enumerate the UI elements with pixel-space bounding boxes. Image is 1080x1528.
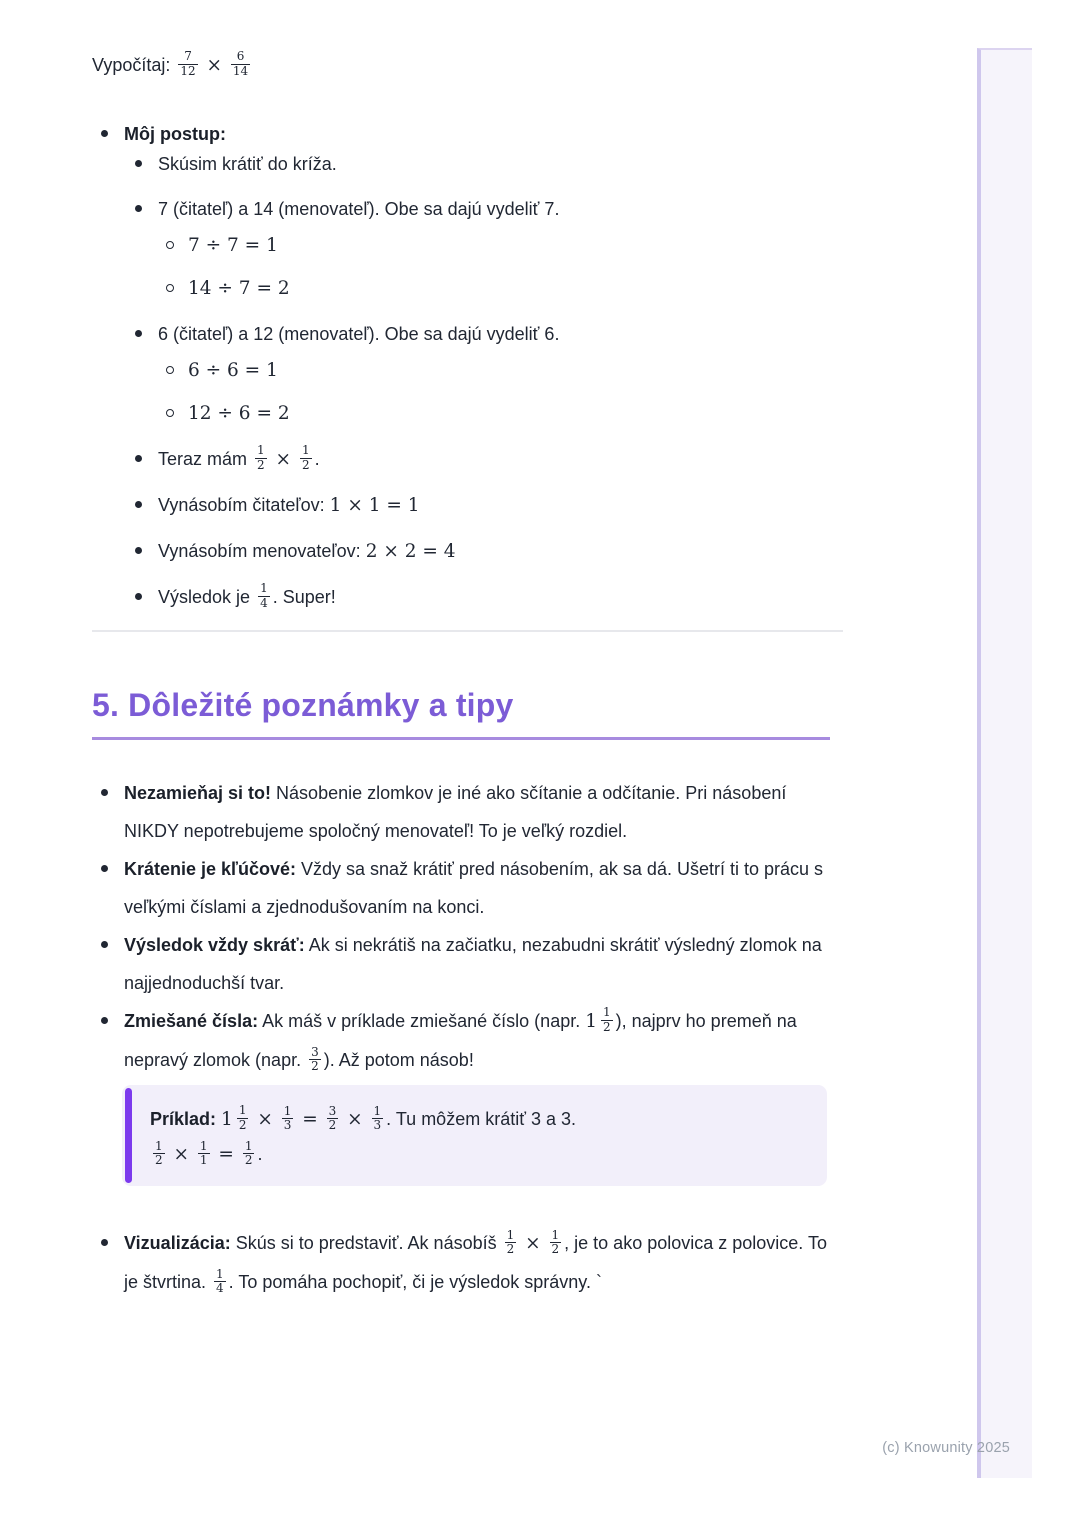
math-text: × <box>167 1144 195 1166</box>
list-item-text <box>188 403 290 423</box>
copyright-footer: (c) Knowunity 2025 <box>882 1440 1010 1456</box>
section-divider <box>92 630 843 632</box>
text: Teraz mám <box>158 449 253 469</box>
fraction: $\frac{1}{1}$ <box>199 1138 208 1167</box>
list-item <box>188 398 832 429</box>
postup-label <box>124 124 226 144</box>
list-item-text <box>158 443 320 472</box>
text: Ak máš v príklade zmiešané číslo (napr. <box>258 1011 586 1032</box>
example-callout <box>122 1085 827 1186</box>
list-item-text <box>188 235 278 255</box>
list-item <box>124 850 832 926</box>
fraction: $\frac{1}{2}$ <box>257 443 265 472</box>
math-text: 12 ÷ 6 = 2 <box>188 403 290 424</box>
list-item <box>158 319 832 429</box>
list-item-text <box>158 154 337 174</box>
list-item <box>158 490 832 521</box>
sub-list <box>158 355 832 429</box>
mixed-number: 1 $\frac{1}{2}$ <box>221 1103 247 1132</box>
list-item <box>188 355 832 386</box>
fraction: $\frac{1}{4}$ <box>216 1266 224 1295</box>
fraction: $\frac{3}{2}$ <box>311 1044 319 1073</box>
tips-list <box>92 774 832 1079</box>
bold-text: Vizualizácia: <box>124 1233 231 1254</box>
fraction: $\frac{7}{12}$ <box>180 49 196 78</box>
text: . Super! <box>272 587 336 607</box>
text: Ak si nekrátiš na začiatku, nezabudni skrátiť výsledný zlomok na najjednoduchší tvar. <box>124 935 822 994</box>
text: 7 (čitateľ) a 14 (menovateľ). Obe sa dajú vydeliť 7. <box>158 199 560 219</box>
text: Skúsim krátiť do kríža. <box>158 154 337 174</box>
viz-text <box>124 1227 827 1295</box>
visualization-list <box>92 1224 832 1301</box>
math-text: × <box>341 1109 369 1131</box>
bold-text: Nezamieňaj si to! <box>124 783 272 804</box>
fraction: $\frac{3}{2}$ <box>328 1103 337 1132</box>
list-item <box>158 149 832 179</box>
list-item-text <box>158 324 559 344</box>
list-item-text <box>124 783 786 841</box>
fraction: $\frac{1}{2}$ <box>244 1138 253 1167</box>
list-item-text <box>188 278 290 298</box>
fraction: $\frac{1}{2}$ <box>238 1103 247 1132</box>
text: ). Až potom násob! <box>323 1050 474 1071</box>
bold-text: Krátenie je kľúčové: <box>124 859 297 880</box>
callout-line <box>150 1100 803 1139</box>
list-item <box>124 1002 832 1079</box>
math-text: × <box>200 55 228 76</box>
fraction: $\frac{1}{3}$ <box>373 1103 382 1132</box>
list-item <box>188 273 832 304</box>
math-text: = <box>296 1109 324 1131</box>
exercise-line <box>92 50 832 81</box>
math-text: 1 × 1 = 1 <box>329 495 420 516</box>
list-item <box>124 926 832 1002</box>
bold-text: Príklad: <box>150 1109 222 1130</box>
sub-list <box>158 230 832 304</box>
text: 6 (čitateľ) a 12 (menovateľ). Obe sa dajú vydeliť 6. <box>158 324 560 344</box>
list-item-text <box>158 581 336 610</box>
text: ), najprv ho premeň na nepravý zlomok (napr. <box>124 1011 797 1071</box>
list-item-text <box>124 859 823 917</box>
math-text: = <box>212 1144 240 1166</box>
fraction: $\frac{1}{2}$ <box>155 1138 163 1167</box>
callout-line <box>150 1139 803 1170</box>
math-text: × <box>251 1109 279 1131</box>
postup-steps <box>124 149 832 612</box>
text: , je to ako polovica z polovice. To je štvrtina. <box>124 1233 827 1293</box>
list-item-text <box>124 935 822 993</box>
text: . To pomáha pochopiť, či je výsledok správny. ` <box>228 1272 602 1293</box>
bold-text: Môj postup: <box>124 124 226 144</box>
bold-text: Výsledok vždy skráť: <box>124 935 305 956</box>
page-edge-strip <box>977 48 1032 1478</box>
text: . <box>257 1144 263 1165</box>
list-item-text <box>158 541 456 561</box>
text: Výsledok je <box>158 587 256 607</box>
fraction: $\frac{1}{2}$ <box>603 1005 611 1034</box>
fraction: $\frac{1}{2}$ <box>301 443 310 472</box>
math-text: 14 ÷ 7 = 2 <box>188 278 290 299</box>
math-text: 7 ÷ 7 = 1 <box>188 235 278 256</box>
text: Násobenie zlomkov je iné ako sčítanie a odčítanie. Pri násobení NIKDY nepotrebujeme spoločný menovateľ! To je veľký rozdiel. <box>124 783 787 842</box>
list-item <box>158 444 832 475</box>
list-item <box>124 1224 832 1301</box>
text: Vynásobím menovateľov: <box>158 541 366 561</box>
math-text: 2 × 2 = 4 <box>365 541 456 562</box>
mixed-number: 1 $\frac{1}{2}$ <box>585 1005 611 1034</box>
list-item <box>124 774 832 850</box>
fraction: $\frac{1}{3}$ <box>283 1103 292 1132</box>
text: Vynásobím čitateľov: <box>158 495 330 515</box>
text: Skús si to predstaviť. Ak násobíš <box>230 1233 502 1254</box>
content-column <box>92 0 832 1301</box>
list-item <box>124 119 832 612</box>
list-item <box>188 230 832 261</box>
fraction: $\frac{6}{14}$ <box>232 49 249 78</box>
list-item-text <box>124 1005 797 1073</box>
fraction: $\frac{1}{2}$ <box>551 1227 560 1256</box>
text: . <box>314 449 320 469</box>
fraction: $\frac{1}{2}$ <box>506 1227 515 1256</box>
bold-text: Zmiešané čísla: <box>124 1011 259 1032</box>
list-item <box>158 194 832 304</box>
text: Vypočítaj: <box>92 55 176 75</box>
text: . Tu môžem krátiť 3 a 3. <box>386 1109 576 1130</box>
list-item <box>158 582 832 612</box>
list-item-text <box>158 199 559 219</box>
list-item-text <box>188 360 278 380</box>
section-heading: 5. Dôležité poznámky a tipy <box>92 685 830 740</box>
list-item-text <box>158 495 420 515</box>
list-item <box>158 536 832 567</box>
math-text: × <box>269 449 297 470</box>
callout-lines <box>150 1100 803 1170</box>
text: Vždy sa snaž krátiť pred násobením, ak sa dá. Ušetrí ti to prácu s veľkými číslami a zjednodušovaním na konci. <box>124 859 824 918</box>
postup-list <box>92 119 832 612</box>
callout-accent-bar <box>125 1088 132 1183</box>
fraction: $\frac{1}{4}$ <box>260 581 268 610</box>
math-text: 6 ÷ 6 = 1 <box>188 360 278 381</box>
math-text: × <box>519 1233 547 1255</box>
